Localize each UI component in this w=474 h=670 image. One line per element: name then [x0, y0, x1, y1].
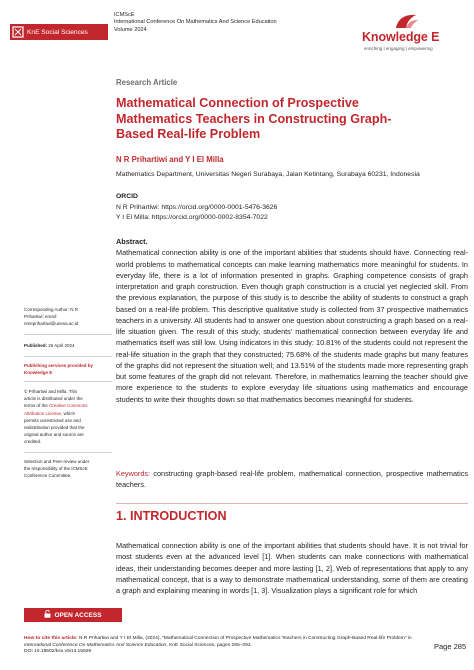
- sidebar-divider: [24, 381, 112, 382]
- sidebar-line: original author and source are: [24, 432, 84, 438]
- abstract-heading: Abstract.: [116, 237, 148, 246]
- keywords: [116, 468, 468, 491]
- sidebar-line: Publishing services provided by: [24, 363, 94, 368]
- license-info: [24, 388, 112, 446]
- section-divider: [116, 503, 468, 504]
- sidebar-line: , which: [61, 410, 76, 416]
- peer-review-statement: [24, 458, 112, 480]
- cite-text-end: , KnE Social Sciences, pages 285–292.: [166, 642, 252, 648]
- abstract-text: Mathematical connection ability is one of the important abilities that students should have. Connecting real-world problems to mathematical concepts can make learning mathematics more meaningful for students. In everyday life, there is a lot of information presented in graphs. Graphing competence consists of graph interpretation and graph construction. Even though graph construction is a crucial yet neglected skill. From the previous explanation, the purpose of this study is to describe the ability of students to construct a graph based on a real-life problem. This descriptive qualitative study is collected from 37 prospective mathematics teachers in a university. All students had to answer one question about constructing a graph based on a real-life situation given. The result of this study, students’ mathematical connection between everyday life and mathematics itself was still low. Using indicators in this study: 10.81% of the students could not represent the real-life situation in the graph that they constructed; 75.68% of the students made graphs but many features of the graphs did not represent the situation well; and 13.51% of the students made more representing graph but some features of the graph did not relevant. Therefore, in mathematics learning the teacher should give more experience to the students to explore everyday life situations using mathematics and encourage students to write their thoughts down so that mathematics becomes meaningful for students.: [116, 248, 468, 404]
- page-number-value: 285: [453, 642, 467, 651]
- article-authors: N R Prihartiwi and Y I El Milla: [116, 155, 224, 164]
- cite-label: How to cite this article:: [24, 636, 78, 641]
- sidebar-divider: [24, 356, 112, 357]
- journal-line: ICMScE: [114, 12, 135, 18]
- sidebar-line: credited.: [24, 439, 42, 445]
- sidebar-divider: [24, 334, 112, 335]
- open-access-label: OPEN ACCESS: [54, 611, 102, 619]
- introduction-text: Mathematical connection ability is one of the important abilities that students should have. It is not trivial for most students even at the advanced level [1]. When students can make connections with mathematical ideas, their understanding becomes deeper and more lasting [1, 2]. Web of representations that apply to any mathematical concept, that is a way to demonstrate mathematical understanding, some of them are creating a graph and explaining meaning in words [1, 3]. Visualization plays a significant role for which: [116, 541, 468, 596]
- knowledge-e-logo: [348, 12, 466, 56]
- author-affiliation: Mathematics Department, Universitas Negeri Surabaya, Jalan Ketintang, Surabaya 60231, Indonesia: [116, 171, 420, 178]
- sidebar-line: Selection and Peer-review under: [24, 459, 90, 464]
- orcid-heading: ORCID: [116, 193, 138, 200]
- cite-conference: International Conference On Mathematics And Science Education: [24, 642, 167, 648]
- sidebar-line: Conference Committee.: [24, 473, 72, 479]
- orcid-link[interactable]: Y I El Milla: https://orcid.org/0000-0002-8354-7022: [116, 214, 268, 221]
- sidebar-line: Prihartiwi and Milla. This: [28, 389, 78, 394]
- publishing-services: [24, 362, 112, 376]
- page-number: [434, 642, 466, 651]
- sidebar-line: Knowledge E: [24, 370, 53, 376]
- sidebar-line: redistribution provided that the: [24, 425, 85, 431]
- orcid-link[interactable]: N R Prihartiwi: https://orcid.org/0000-0001-5476-3626: [116, 204, 278, 211]
- sidebar-line: the responsibility of the ICMScE: [24, 466, 88, 472]
- keywords-label: Keywords:: [116, 469, 151, 478]
- sidebar-line: Prihartiwi; email:: [24, 314, 58, 320]
- corresponding-email[interactable]: nmeprihartiwi@unesa.ac.id: [24, 321, 79, 327]
- page-word: Page: [434, 642, 452, 651]
- section-heading-introduction: 1. INTRODUCTION: [116, 509, 227, 523]
- sidebar-line: Corresponding Author: N R: [24, 307, 79, 312]
- citation-footer: [24, 636, 428, 656]
- knowledge-e-tagline: enriching | engaging | empowering: [364, 46, 433, 51]
- cite-text: N R Prihartiwi and Y I El Milla, (2024), “Mathematical Connection of Prospective Mathematics Teachers in Constructing Graph-Based Real-life Problem” in: [77, 636, 412, 641]
- journal-info: [114, 12, 277, 34]
- journal-line: International Conference On Mathematics And Science Education: [114, 19, 277, 26]
- published-date: [24, 342, 112, 349]
- published-label: Published:: [24, 343, 48, 348]
- abstract: [116, 236, 468, 405]
- open-access-badge: [24, 608, 122, 622]
- creative-commons-link[interactable]: Creative Commons: [49, 403, 88, 409]
- sidebar-line: permits unrestricted use and: [24, 417, 81, 423]
- open-access-lock-icon: [44, 610, 51, 620]
- copyright-icon: ©: [24, 389, 28, 394]
- article-title: Mathematical Connection of Prospective Mathematics Teachers in Constructing Graph-Based Real-life Problem: [116, 96, 392, 141]
- attribution-license-link[interactable]: Attribution License: [24, 410, 62, 416]
- doi[interactable]: DOI 10.18502/kss.v9i13.15929: [24, 649, 92, 655]
- knowledge-e-name: Knowledge E: [362, 30, 440, 44]
- sidebar-line: article is distributed under the: [24, 396, 83, 402]
- sidebar-line: terms of the: [24, 403, 48, 409]
- article-type: Research Article: [116, 78, 178, 87]
- journal-line: Volume 2024: [114, 26, 147, 33]
- kne-social-sciences-badge: [10, 24, 108, 40]
- journal-badge-text: KnE Social Sciences: [27, 28, 88, 36]
- published-date-value: 26 April 2024: [48, 343, 75, 348]
- kne-logo-icon: [10, 24, 26, 40]
- sidebar-divider: [24, 452, 112, 453]
- corresponding-author: [24, 306, 112, 328]
- keywords-text: constructing graph-based real-life problem, mathematical connection, prospective mathematics teachers.: [116, 469, 469, 490]
